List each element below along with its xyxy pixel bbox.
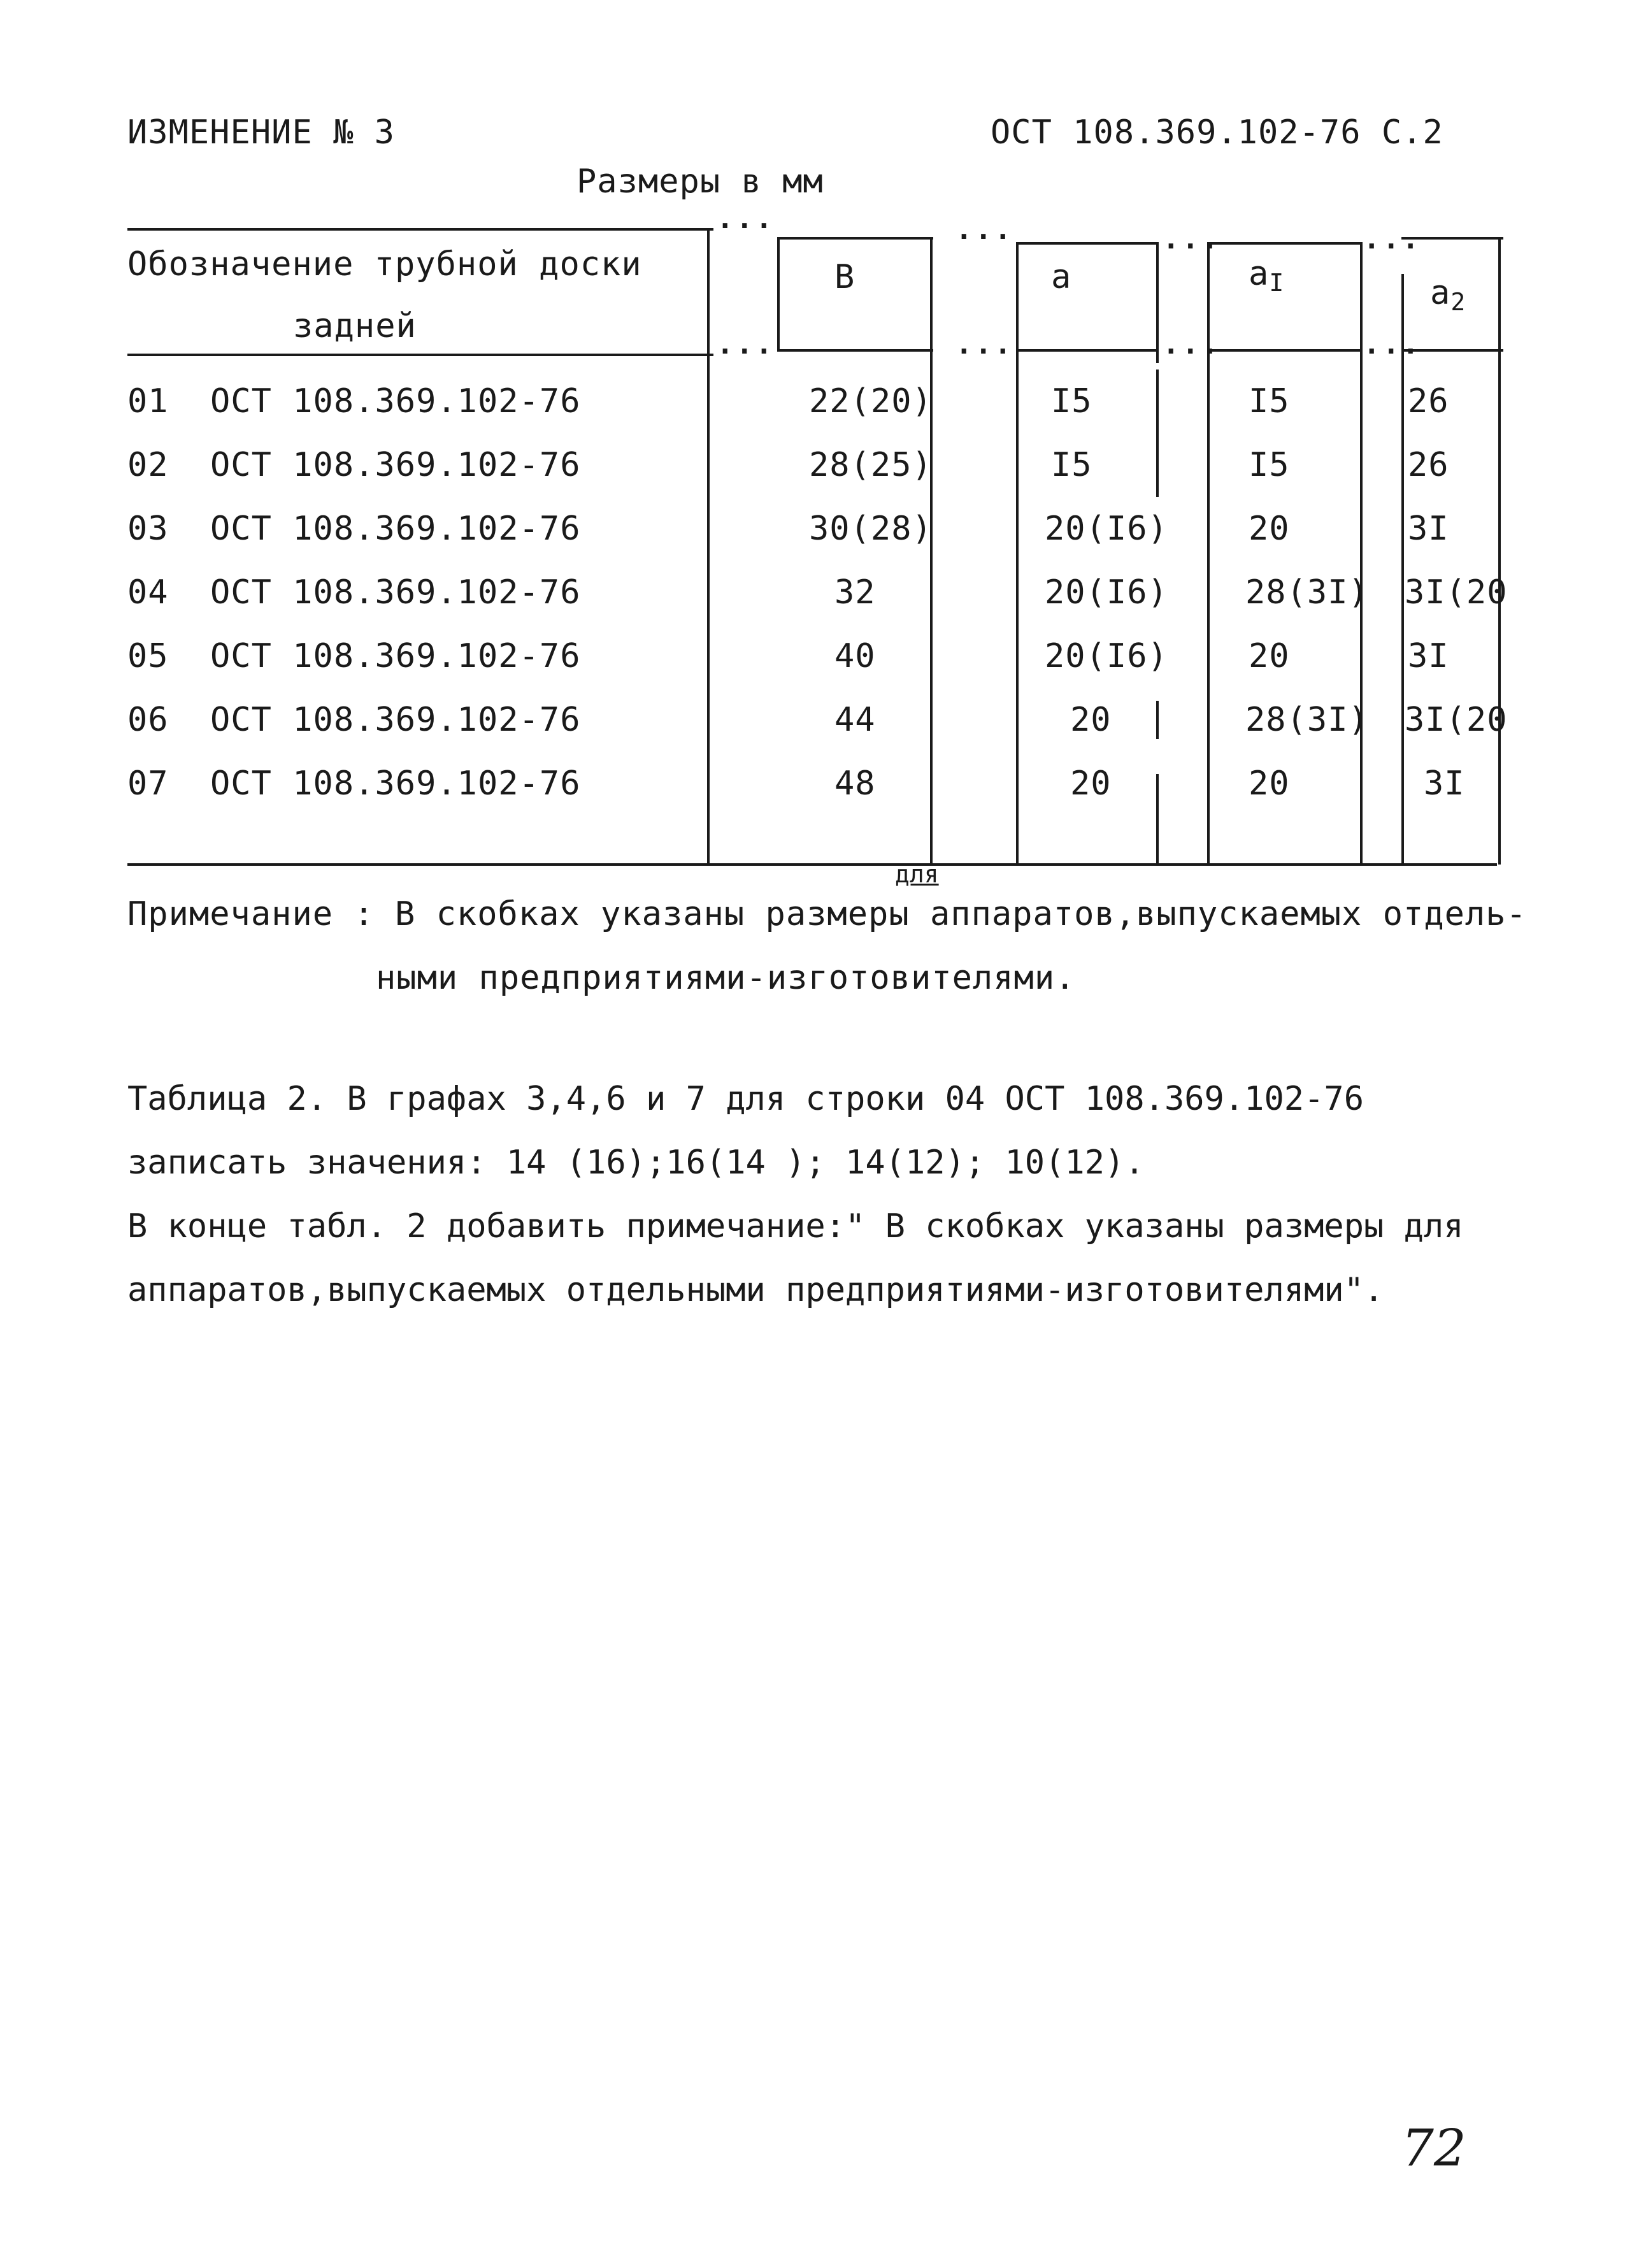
table-header-rule	[127, 354, 713, 356]
col-a-header: a	[1051, 258, 1072, 296]
col-a1-base: a	[1249, 255, 1270, 293]
row-a2-value: 3I(20	[1405, 701, 1508, 739]
col-a1-header-rule	[1207, 349, 1360, 352]
row-a-value: 20(I6)	[1045, 510, 1168, 548]
ellipsis-bottom-3: ...	[1163, 328, 1221, 361]
table-divider-designation	[707, 228, 710, 865]
col-b-left-rule	[777, 237, 780, 352]
row-a-value: 20(I6)	[1045, 637, 1168, 675]
ellipsis-top-2: ...	[956, 213, 1014, 246]
paragraph-line-4: аппаратов,выпускаемых отдельными предприятиями-изготовителями".	[127, 1271, 1384, 1309]
col-a-right-rule-3	[1156, 701, 1159, 739]
row-a-value: 20	[1070, 701, 1112, 739]
col-a-right-rule-2	[1156, 370, 1159, 497]
row-number: 07	[127, 764, 169, 803]
units-label	[576, 162, 824, 201]
ellipsis-top-4: ...	[1363, 223, 1422, 255]
row-a1-value: 20	[1249, 637, 1290, 675]
note-line-1: Примечание : В скобках указаны размеры аппаратов,выпускаемых отдель-	[127, 895, 1527, 933]
standard-reference: ОСТ 108.369.102-76 С.2	[991, 113, 1443, 152]
row-a2-value: 3I	[1408, 510, 1449, 548]
col-designation-header-line2: задней	[293, 307, 417, 345]
col-a2-right-rule	[1498, 237, 1501, 865]
ellipsis-bottom-4: ...	[1363, 328, 1422, 361]
row-number: 03	[127, 510, 169, 548]
row-designation: ОСТ 108.369.102-76	[210, 446, 581, 484]
row-b-value: 40	[834, 637, 876, 675]
row-a2-value: 26	[1408, 382, 1449, 420]
row-designation: ОСТ 108.369.102-76	[210, 510, 581, 548]
col-a1-header	[1249, 255, 1285, 297]
row-b-value: 30(28)	[809, 510, 933, 548]
row-b-value: 22(20)	[809, 382, 933, 420]
row-a-value: I5	[1051, 446, 1092, 484]
row-a1-value: 20	[1249, 764, 1290, 803]
col-a-right-rule-4	[1156, 774, 1159, 863]
row-b-value: 44	[834, 701, 876, 739]
col-a-left-rule	[1016, 242, 1019, 863]
row-number: 05	[127, 637, 169, 675]
ellipsis-top-3: ...	[1163, 223, 1221, 255]
ellipsis-bottom-2: ...	[956, 328, 1014, 361]
row-b-value: 28(25)	[809, 446, 933, 484]
col-designation-header: Обозначение трубной доски	[127, 245, 642, 284]
row-a1-value: I5	[1249, 446, 1290, 484]
note-line-2: ными предприятиями-изготовителями.	[376, 959, 1076, 997]
row-a2-value: 3I(20	[1405, 573, 1508, 612]
row-a2-value: 3I	[1408, 637, 1449, 675]
col-b-top-rule	[777, 237, 933, 240]
row-designation: ОСТ 108.369.102-76	[210, 573, 581, 612]
row-a2-value: 26	[1408, 446, 1449, 484]
ellipsis-bottom-1: ...	[717, 328, 775, 361]
row-a1-value: I5	[1249, 382, 1290, 420]
row-b-value: 48	[834, 764, 876, 803]
row-a2-value: 3I	[1424, 764, 1465, 803]
col-a-top-rule	[1016, 242, 1156, 245]
row-number: 01	[127, 382, 169, 420]
paragraph-line-2: записать значения: 14 (16);16(14 ); 14(12); 10(12).	[127, 1144, 1145, 1182]
col-a-right-rule	[1156, 242, 1159, 363]
col-a1-right-rule	[1360, 242, 1363, 863]
col-b-right-rule	[930, 237, 933, 865]
col-b-header: B	[834, 258, 855, 296]
paragraph-line-1: Таблица 2. В графах 3,4,6 и 7 для строки 04 ОСТ 108.369.102-76	[127, 1080, 1364, 1118]
row-number: 02	[127, 446, 169, 484]
table-bottom-rule	[127, 863, 1497, 866]
row-a1-value: 20	[1249, 510, 1290, 548]
page-number: 72	[1401, 2118, 1466, 2178]
row-a-value: 20	[1070, 764, 1112, 803]
note-insertion: для	[895, 860, 939, 888]
row-a-value: I5	[1051, 382, 1092, 420]
row-designation: ОСТ 108.369.102-76	[210, 382, 581, 420]
row-a1-value: 28(3I)	[1245, 701, 1369, 739]
paragraph-line-3: В конце табл. 2 добавить примечание:" В скобках указаны размеры для	[127, 1207, 1464, 1245]
col-a1-top-rule	[1207, 242, 1360, 245]
row-designation: ОСТ 108.369.102-76	[210, 764, 581, 803]
ellipsis-top-1: ...	[717, 203, 775, 235]
col-b-header-rule	[777, 349, 933, 352]
col-a2-header	[1430, 274, 1466, 316]
row-designation: ОСТ 108.369.102-76	[210, 637, 581, 675]
col-a-header-rule	[1016, 349, 1156, 352]
col-a2-base: a	[1430, 274, 1451, 312]
row-b-value: 32	[834, 573, 876, 612]
row-a1-value: 28(3I)	[1245, 573, 1369, 612]
row-number: 04	[127, 573, 169, 612]
table-top-rule	[127, 228, 713, 231]
row-a-value: 20(I6)	[1045, 573, 1168, 612]
col-a2-left-rule	[1401, 274, 1404, 863]
row-number: 06	[127, 701, 169, 739]
col-a2-sub: 2	[1450, 288, 1466, 316]
row-designation: ОСТ 108.369.102-76	[210, 701, 581, 739]
col-a1-sub: I	[1269, 269, 1285, 297]
change-title: ИЗМЕНЕНИЕ № 3	[127, 113, 395, 152]
units-text: Размеры в мм	[576, 162, 824, 201]
